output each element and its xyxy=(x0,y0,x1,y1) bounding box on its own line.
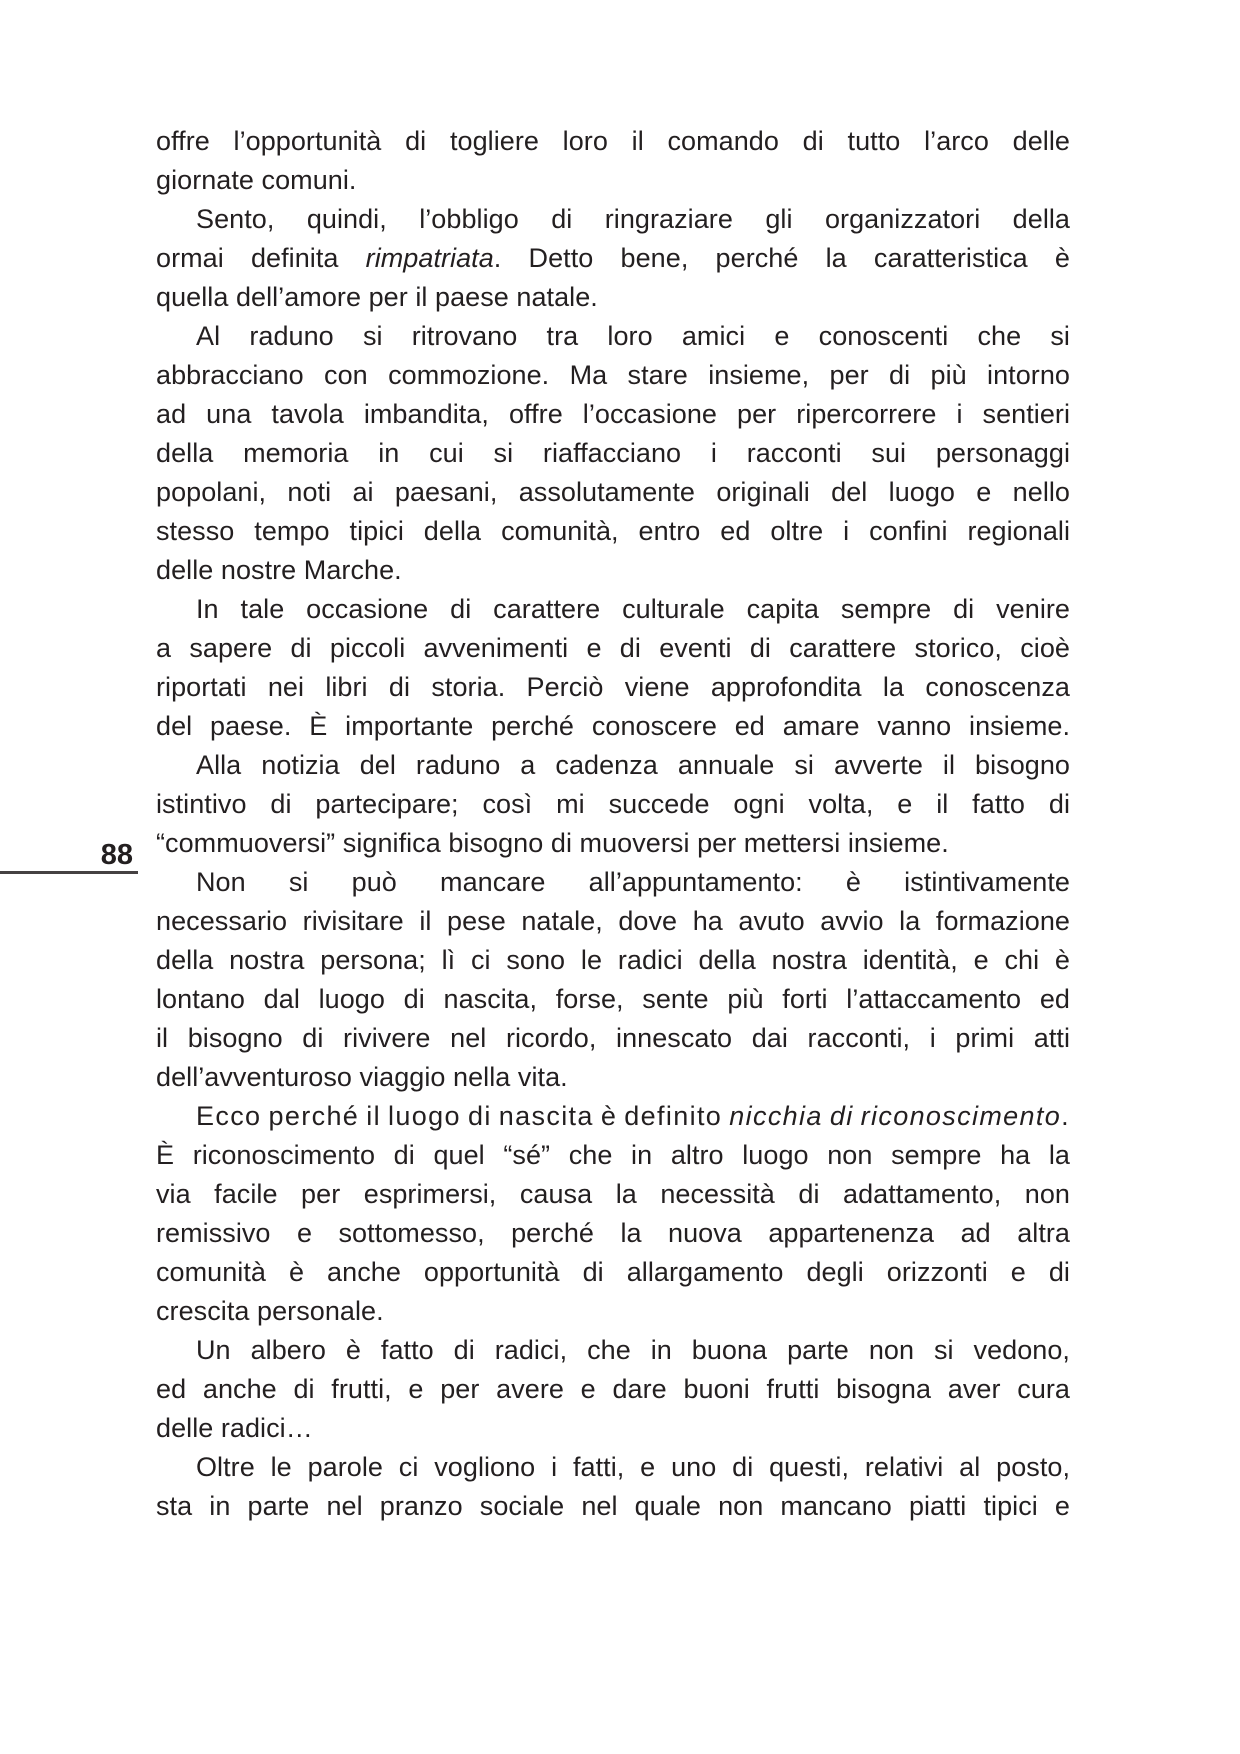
text-line xyxy=(156,1487,1070,1526)
text-line xyxy=(156,824,1070,863)
text-line xyxy=(156,863,1070,902)
text-run: necessario rivisitare il pese natale, dove ha avuto avvio la formazione xyxy=(156,906,1070,936)
paragraph xyxy=(156,122,1070,200)
paragraph xyxy=(156,590,1070,746)
text-run: abbracciano con commozione. Ma stare insieme, per di più intorno xyxy=(156,360,1070,390)
text-run: ed anche di frutti, e per avere e dare buoni frutti bisogna aver cura xyxy=(156,1374,1070,1404)
text-line xyxy=(156,473,1070,512)
text-run: . Detto bene, perché la caratteristica è xyxy=(493,243,1070,273)
text-line xyxy=(156,1253,1070,1292)
text-run: della nostra persona; lì ci sono le radici della nostra identità, e chi è xyxy=(156,945,1070,975)
text-line xyxy=(156,551,1070,590)
text-run: delle radici… xyxy=(156,1413,313,1443)
text-line xyxy=(156,395,1070,434)
italic-text: nicchia di riconoscimento xyxy=(729,1101,1062,1131)
text-run: Alla notizia del raduno a cadenza annuale si avverte il bisogno xyxy=(196,750,1070,780)
text-run: È riconoscimento di quel “sé” che in altro luogo non sempre ha la xyxy=(156,1140,1070,1170)
text-run: a sapere di piccoli avvenimenti e di eventi di carattere storico, cioè xyxy=(156,633,1070,663)
paragraph xyxy=(156,1331,1070,1448)
text-line xyxy=(156,1214,1070,1253)
text-run: “commuoversi” significa bisogno di muoversi per mettersi insieme. xyxy=(156,828,949,858)
text-run: Un albero è fatto di radici, che in buona parte non si vedono, xyxy=(196,1335,1070,1365)
text-line xyxy=(156,785,1070,824)
text-line xyxy=(156,200,1070,239)
text-line xyxy=(156,941,1070,980)
text-column xyxy=(156,122,1070,1526)
text-run: via facile per esprimersi, causa la necessità di adattamento, non xyxy=(156,1179,1070,1209)
text-run: In tale occasione di carattere culturale capita sempre di venire xyxy=(196,594,1070,624)
text-run: giornate comuni. xyxy=(156,165,357,195)
text-run: Al raduno si ritrovano tra loro amici e conoscenti che si xyxy=(196,321,1070,351)
text-run: lontano dal luogo di nascita, forse, sente più forti l’attaccamento ed xyxy=(156,984,1070,1014)
text-run: stesso tempo tipici della comunità, entro ed oltre i confini regionali xyxy=(156,516,1070,546)
text-line xyxy=(156,1292,1070,1331)
text-line xyxy=(156,1019,1070,1058)
text-line xyxy=(156,161,1070,200)
text-run: delle nostre Marche. xyxy=(156,555,402,585)
text-line xyxy=(156,1097,1070,1136)
text-run: popolani, noti ai paesani, assolutamente originali del luogo e nello xyxy=(156,477,1070,507)
text-line xyxy=(156,1409,1070,1448)
paragraph xyxy=(156,1448,1070,1526)
text-run: ad una tavola imbandita, offre l’occasione per ripercorrere i sentieri xyxy=(156,399,1070,429)
text-run: quella dell’amore per il paese natale. xyxy=(156,282,598,312)
text-line xyxy=(156,707,1070,746)
text-line xyxy=(156,317,1070,356)
page-number-rule xyxy=(0,871,138,874)
text-run: istintivo di partecipare; così mi succede ogni volta, e il fatto di xyxy=(156,789,1070,819)
text-line xyxy=(156,434,1070,473)
text-run: riportati nei libri di storia. Perciò viene approfondita la conoscenza xyxy=(156,672,1070,702)
text-line xyxy=(156,1448,1070,1487)
text-run: . xyxy=(1061,1101,1070,1131)
text-line xyxy=(156,512,1070,551)
text-run: Oltre le parole ci vogliono i fatti, e uno di questi, relativi al posto, xyxy=(196,1452,1070,1482)
text-run: remissivo e sottomesso, perché la nuova appartenenza ad altra xyxy=(156,1218,1070,1248)
text-line xyxy=(156,1175,1070,1214)
text-run: del paese. È importante perché conoscere ed amare vanno insieme. xyxy=(156,711,1070,741)
text-line xyxy=(156,1331,1070,1370)
text-run: dell’avventuroso viaggio nella vita. xyxy=(156,1062,568,1092)
text-run: Non si può mancare all’appuntamento: è istintivamente xyxy=(196,867,1070,897)
text-line xyxy=(156,122,1070,161)
text-run: Ecco perché il luogo di nascita è definito xyxy=(196,1101,730,1131)
page-number: 88 xyxy=(100,839,133,871)
text-run: sta in parte nel pranzo sociale nel quale non mancano piatti tipici e xyxy=(156,1491,1070,1521)
text-line xyxy=(156,1058,1070,1097)
paragraph xyxy=(156,317,1070,590)
text-line xyxy=(156,980,1070,1019)
text-run: della memoria in cui si riaffacciano i racconti sui personaggi xyxy=(156,438,1070,468)
paragraph xyxy=(156,746,1070,863)
paragraph xyxy=(156,1097,1070,1331)
text-line xyxy=(156,629,1070,668)
paragraph xyxy=(156,863,1070,1097)
text-line xyxy=(156,590,1070,629)
text-run: il bisogno di rivivere nel ricordo, innescato dai racconti, i primi atti xyxy=(156,1023,1070,1053)
text-run: comunità è anche opportunità di allargamento degli orizzonti e di xyxy=(156,1257,1070,1287)
text-line xyxy=(156,356,1070,395)
text-run: crescita personale. xyxy=(156,1296,384,1326)
text-line xyxy=(156,278,1070,317)
text-line xyxy=(156,1136,1070,1175)
text-line xyxy=(156,1370,1070,1409)
paragraph xyxy=(156,200,1070,317)
text-line xyxy=(156,902,1070,941)
text-line xyxy=(156,239,1070,278)
text-run: offre l’opportunità di togliere loro il comando di tutto l’arco delle xyxy=(156,126,1070,156)
text-line xyxy=(156,668,1070,707)
text-run: Sento, quindi, l’obbligo di ringraziare gli organizzatori della xyxy=(196,204,1070,234)
text-line xyxy=(156,746,1070,785)
text-run: ormai definita xyxy=(156,243,366,273)
italic-text: rimpatriata xyxy=(365,243,494,273)
